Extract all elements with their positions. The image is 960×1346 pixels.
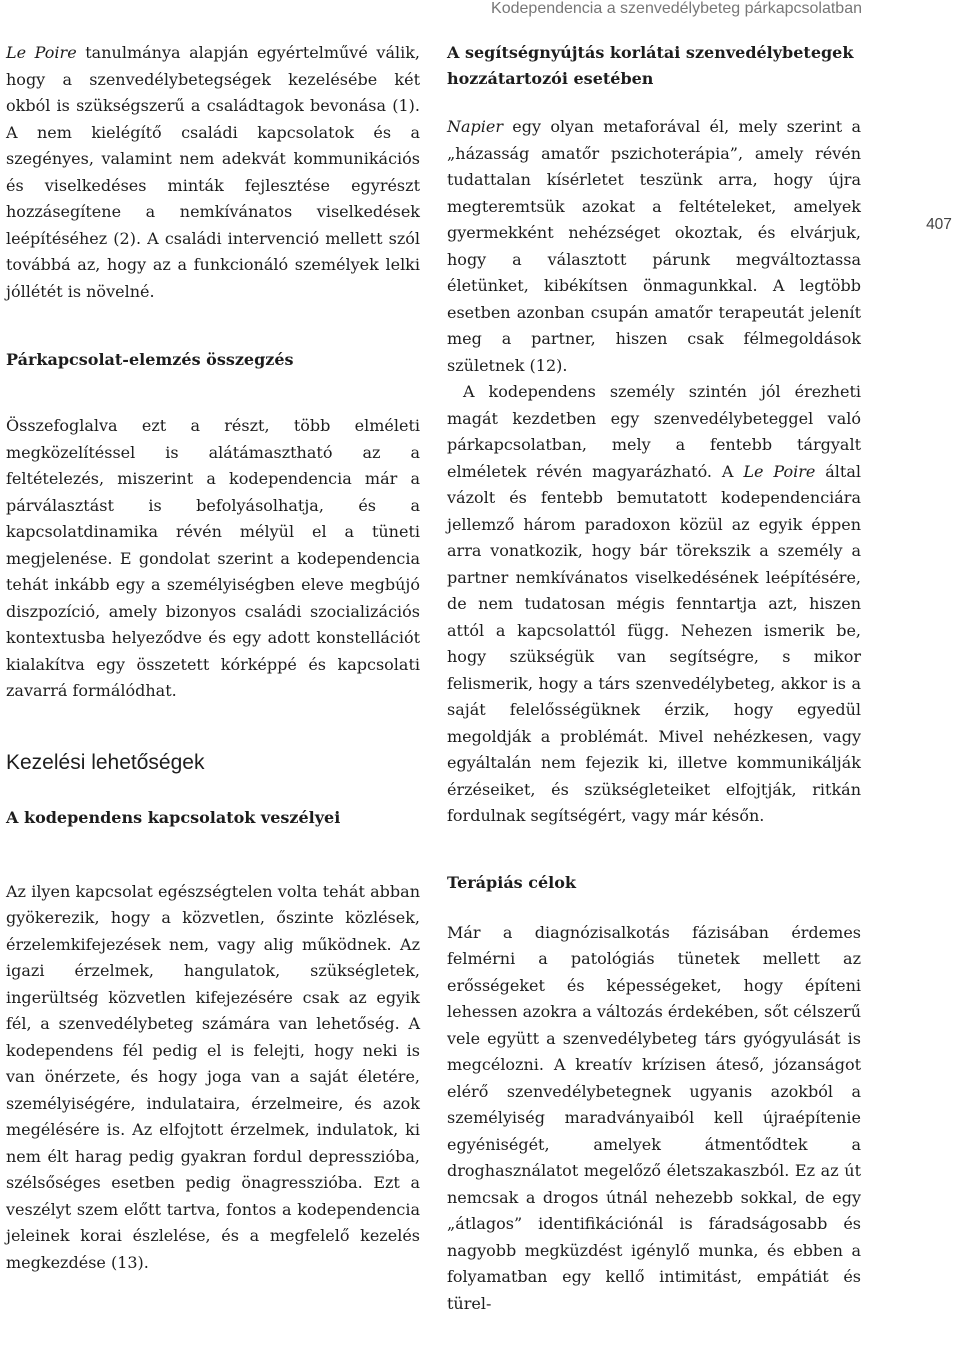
author-name: Le Poire <box>743 461 816 481</box>
subsection-heading-dangers: A kodependens kapcsolatok veszélyei <box>6 807 341 827</box>
paragraph-text: tanulmánya alapján egyértelművé válik, hogy a szenvedélybetegségek kezelésébe két okból is szükségszerű a családtagok bevonása (1). A nem kielégítő családi kapcsolatok és a szegényes, valamint nem adekvát kommunikációs és viselkedéses minták fejlesztése egyrészt hozzásegítene a nemkívánatos viselkedések leépítéséhez (2). A családi intervenció mellett szól továbbá az, hogy az a funkcionáló személyek lelki jóllétét is növelné. <box>6 43 420 301</box>
paragraph-goals: Már a diagnózisalkotás fázisában érdemes felmérni a patológiás tünetek mellett az erősségeket és képességeket, hogy építeni lehessen azokra a változás érdekében, sőt célszerű vele együtt a szenvedélybeteg társ gyógyulását is megcélozni. A kreatív krízisen áteső, józanságot elérő szenvedélybetegnek ugyanis azokból a személyiség maradványaiból kell újraépítenie egyéniségét, amelyek átmentődtek a droghasználatot megelőző életszakaszból. Ez az út nemcsak a drogos útnál nehezebb sokkal, de egy „átlagos” identifikációnál is fáradságosabb és nagyobb megküzdést igénylő munka, és ebben a folyamatban egy kellő intimitást, empátiát és türel- <box>447 922 862 1313</box>
section-heading-goals: Terápiás célok <box>447 872 577 892</box>
paragraph-dangers: Az ilyen kapcsolat egészségtelen volta tehát abban gyökerezik, hogy a közvetlen, őszinte közlések, érzelemkifejezések nem, vagy alig működnek. Az igazi érzelmek, hangulatok, szükségletek, ingerültség közvetlen kifejezésére csak az egyik fél, a szenvedélybeteg számára van lehetőség. A kodependens fél pedig el is felejti, hogy neki is van önérzete, és hogy joga van a saját életére, személyiségére, indulataira, érzelmeire, és azok megélésére is. Az elfojtott érzelmek, indulatok, ki nem élt harag pedig gyakran fordul depresszióba, szélsőséges esetben pedig önagresszióba. Ezt a veszélyt szem előtt tartva, fontos a kodependencia jeleinek korai észlelése, és a megfelelő kezelés megkezdése (13). <box>6 881 420 1272</box>
section-heading-treatment: Kezelési lehetőségek <box>6 750 205 774</box>
author-name: Le Poire <box>6 43 77 62</box>
left-column <box>6 40 420 1276</box>
page-number: 407 <box>926 216 952 233</box>
paragraph-text: által vázolt és fentebb bemutatott kodependenciára jellemző három paradoxon közül az egyik éppen arra vonatkozik, hogy bár törekszik a személy a partner nemkívánatos viselkedésének leépítésére, de nem tudatosan mégis fenntartja azt, hiszen attól a kapcsolattól függ. Nehezen ismerik be, hogy szükségük van segítségre, s mikor felismerik, hogy a társ szenvedélybeteg, akkor is a saját felelősségüknek érzik, hogy egyedül megoldják a problémát. Mivel nehézkesen, vagy egyáltalán nem fejezik ki, illetve kommunikálják érzéseiket, és szükségleteiket elfojtják, ritkán fordulnak segítségért, vagy már későn. <box>447 461 862 825</box>
right-column <box>447 40 861 1317</box>
author-name: Napier <box>447 117 504 136</box>
paragraph-summary: Összefoglalva ezt a részt, több elméleti megközelítéssel is alátámasztható az a feltételezés, miszerint a kodependencia már a párválasztást is befolyásolhatja, és a kapcsolatdinamika révén mélyül el a tüneti megjelenése. E gondolat szerint a kodependencia tehát inkább egy a személyiségben eleve megbújó diszpozíció, amely bizonyos családi szocializációs kontextusba helyeződve és egy adott konstellációt kialakítva egy összetett kórképpé és kapcsolati zavarrá formálódhat. <box>6 416 420 700</box>
paragraph-text: A kodependens személy szintén jól érezheti magát kezdetben egy szenvedélybeteggel való párkapcsolatban, mely a fentebb tárgyalt elméletek révén magyarázható. A <box>447 382 861 481</box>
paragraph-napier <box>447 114 861 379</box>
paragraph-le-poire <box>6 40 420 305</box>
running-head: Kodependencia a szenvedélybeteg párkapcsolatban <box>491 0 862 17</box>
section-heading-summary: Párkapcsolat-elemzés összegzés <box>6 350 294 369</box>
paragraph-kodependens <box>447 379 861 830</box>
paragraph-text: egy olyan metaforával él, mely szerint a „házasság amatőr pszichoterápia”, amely révén tudattalan kísérletet teszünk arra, hogy újra megteremtsük azokat a feltételeket, amelyek gyermekként nehézséget okoztak, és elvárjuk, hogy a választott párunk megváltoztassa életünket, kibékítsen önmagunkkal. A legtöbb esetben azonban csupán amatőr terapeutát jelenít meg a partner, hiszen csak félmegoldások születnek (12). <box>447 117 861 375</box>
section-heading-limits: A segítségnyújtás korlátai szenvedélybetegek hozzátartozói esetében <box>447 43 854 88</box>
